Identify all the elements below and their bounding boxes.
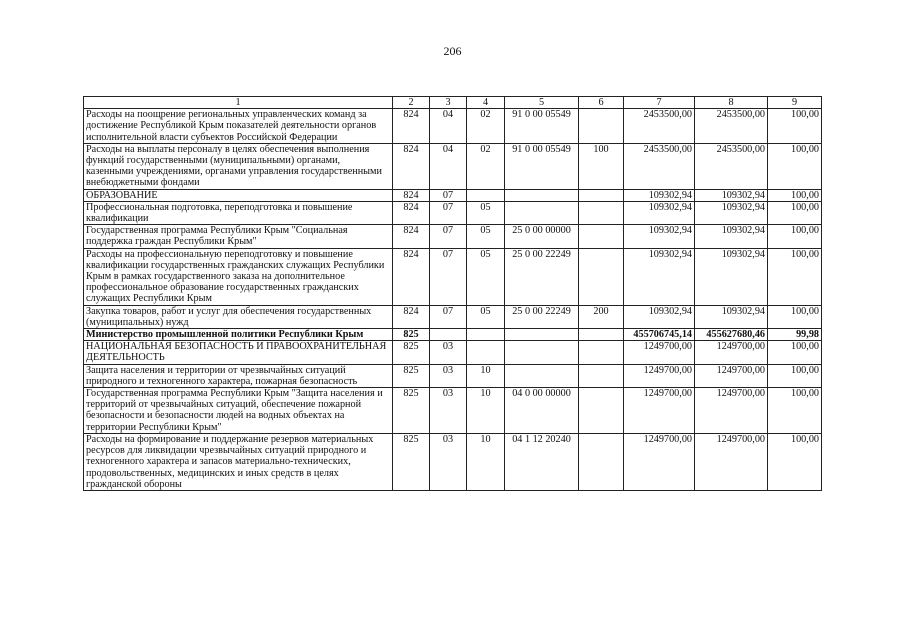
table-row [84,143,822,189]
column-number: 9 [768,97,822,109]
planned-amount: 109302,94 [624,189,695,201]
section-code: 07 [430,189,467,201]
row-name: НАЦИОНАЛЬНАЯ БЕЗОПАСНОСТЬ И ПРАВООХРАНИТЕЛЬНАЯ ДЕЯТЕЛЬНОСТЬ [84,341,393,364]
column-number: 6 [579,97,624,109]
executed-amount: 1249700,00 [695,364,768,387]
execution-percent: 100,00 [768,388,822,434]
column-number: 3 [430,97,467,109]
subsection-code: 05 [467,225,505,248]
row-name: Защита населения и территории от чрезвычайных ситуаций природного и техногенного характера, пожарная безопасность [84,364,393,387]
planned-amount: 109302,94 [624,225,695,248]
subsection-code: 05 [467,201,505,224]
expense-type-code [579,388,624,434]
section-code: 03 [430,341,467,364]
target-article-code: 91 0 00 05549 [505,143,579,189]
column-number-row [84,97,822,109]
execution-percent: 100,00 [768,305,822,328]
target-article-code: 25 0 00 22249 [505,305,579,328]
target-article-code: 25 0 00 00000 [505,225,579,248]
subsection-code [467,189,505,201]
target-article-code [505,329,579,341]
row-name: Министерство промышленной политики Республики Крым [84,329,393,341]
target-article-code: 04 1 12 20240 [505,433,579,490]
execution-percent: 99,98 [768,329,822,341]
ministry-code: 824 [393,143,430,189]
subsection-code: 02 [467,143,505,189]
execution-percent: 100,00 [768,201,822,224]
subsection-code: 10 [467,388,505,434]
row-name: Закупка товаров, работ и услуг для обеспечения государственных (муниципальных) нужд [84,305,393,328]
budget-table [83,96,822,491]
subsection-code: 05 [467,248,505,305]
ministry-code: 824 [393,109,430,144]
section-code: 03 [430,364,467,387]
expense-type-code: 100 [579,143,624,189]
execution-percent: 100,00 [768,189,822,201]
table-row [84,248,822,305]
target-article-code [505,341,579,364]
ministry-code: 824 [393,201,430,224]
row-name: Расходы на выплаты персоналу в целях обеспечения выполнения функций государственными (муниципальными) органами, казенными учреждениями, органами управления государственными внебюджетными фондами [84,143,393,189]
ministry-code: 824 [393,225,430,248]
planned-amount: 1249700,00 [624,341,695,364]
row-name: Профессиональная подготовка, переподготовка и повышение квалификации [84,201,393,224]
section-code [430,329,467,341]
ministry-code: 825 [393,388,430,434]
planned-amount: 1249700,00 [624,433,695,490]
row-name: Государственная программа Республики Крым "Социальная поддержка граждан Республики Крым" [84,225,393,248]
row-name: Расходы на профессиональную переподготовку и повышение квалификации государственных гражданских служащих Республики Крым в рамках государственного заказа на дополнительное профессиональное образование государственных гражданских служащих Республики Крым [84,248,393,305]
planned-amount: 109302,94 [624,248,695,305]
execution-percent: 100,00 [768,248,822,305]
planned-amount: 1249700,00 [624,388,695,434]
expense-type-code: 200 [579,305,624,328]
section-code: 07 [430,201,467,224]
expense-type-code [579,329,624,341]
table-row [84,201,822,224]
section-code: 03 [430,388,467,434]
section-code: 04 [430,143,467,189]
ministry-code: 824 [393,189,430,201]
execution-percent: 100,00 [768,364,822,387]
ministry-code: 825 [393,364,430,387]
execution-percent: 100,00 [768,109,822,144]
section-code: 03 [430,433,467,490]
subsection-code [467,341,505,364]
ministry-code: 825 [393,433,430,490]
page-number: 206 [443,44,462,58]
executed-amount: 109302,94 [695,225,768,248]
target-article-code: 25 0 00 22249 [505,248,579,305]
expense-type-code [579,189,624,201]
section-code: 07 [430,225,467,248]
table-row [84,364,822,387]
planned-amount: 109302,94 [624,305,695,328]
planned-amount: 109302,94 [624,201,695,224]
subsection-code: 10 [467,364,505,387]
target-article-code: 04 0 00 00000 [505,388,579,434]
column-number: 5 [505,97,579,109]
planned-amount: 1249700,00 [624,364,695,387]
column-number: 8 [695,97,768,109]
column-number: 7 [624,97,695,109]
table-row [84,329,822,341]
executed-amount: 109302,94 [695,248,768,305]
subsection-code: 02 [467,109,505,144]
table-row [84,433,822,490]
expense-type-code [579,248,624,305]
table-row [84,388,822,434]
table-row [84,189,822,201]
target-article-code [505,189,579,201]
expense-type-code [579,201,624,224]
expense-type-code [579,225,624,248]
executed-amount: 109302,94 [695,189,768,201]
expense-type-code [579,433,624,490]
target-article-code [505,364,579,387]
subsection-code: 10 [467,433,505,490]
expense-type-code [579,341,624,364]
table-row [84,225,822,248]
expense-type-code [579,109,624,144]
column-number: 4 [467,97,505,109]
table-row [84,109,822,144]
section-code: 04 [430,109,467,144]
target-article-code [505,201,579,224]
execution-percent: 100,00 [768,143,822,189]
target-article-code: 91 0 00 05549 [505,109,579,144]
planned-amount: 455706745,14 [624,329,695,341]
execution-percent: 100,00 [768,433,822,490]
executed-amount: 2453500,00 [695,109,768,144]
ministry-code: 825 [393,341,430,364]
section-code: 07 [430,305,467,328]
table-row [84,341,822,364]
executed-amount: 1249700,00 [695,388,768,434]
expense-type-code [579,364,624,387]
executed-amount: 109302,94 [695,305,768,328]
executed-amount: 1249700,00 [695,433,768,490]
execution-percent: 100,00 [768,341,822,364]
section-code: 07 [430,248,467,305]
table-row [84,305,822,328]
row-name: ОБРАЗОВАНИЕ [84,189,393,201]
ministry-code: 824 [393,248,430,305]
planned-amount: 2453500,00 [624,143,695,189]
execution-percent: 100,00 [768,225,822,248]
column-number: 1 [84,97,393,109]
row-name: Государственная программа Республики Крым "Защита населения и территорий от чрезвычайных ситуаций, обеспечение пожарной безопасности и безопасности людей на водных объектах на территории Республики Крым" [84,388,393,434]
executed-amount: 2453500,00 [695,143,768,189]
subsection-code [467,329,505,341]
ministry-code: 825 [393,329,430,341]
planned-amount: 2453500,00 [624,109,695,144]
subsection-code: 05 [467,305,505,328]
executed-amount: 1249700,00 [695,341,768,364]
row-name: Расходы на формирование и поддержание резервов материальных ресурсов для ликвидации чрезвычайных ситуаций природного и техногенного характера и запасов материально-технических, продовольственных, медицинских и иных средств в целях гражданской обороны [84,433,393,490]
ministry-code: 824 [393,305,430,328]
column-number: 2 [393,97,430,109]
executed-amount: 109302,94 [695,201,768,224]
row-name: Расходы на поощрение региональных управленческих команд за достижение Республикой Крым показателей деятельности органов исполнительной власти субъектов Российской Федерации [84,109,393,144]
executed-amount: 455627680,46 [695,329,768,341]
